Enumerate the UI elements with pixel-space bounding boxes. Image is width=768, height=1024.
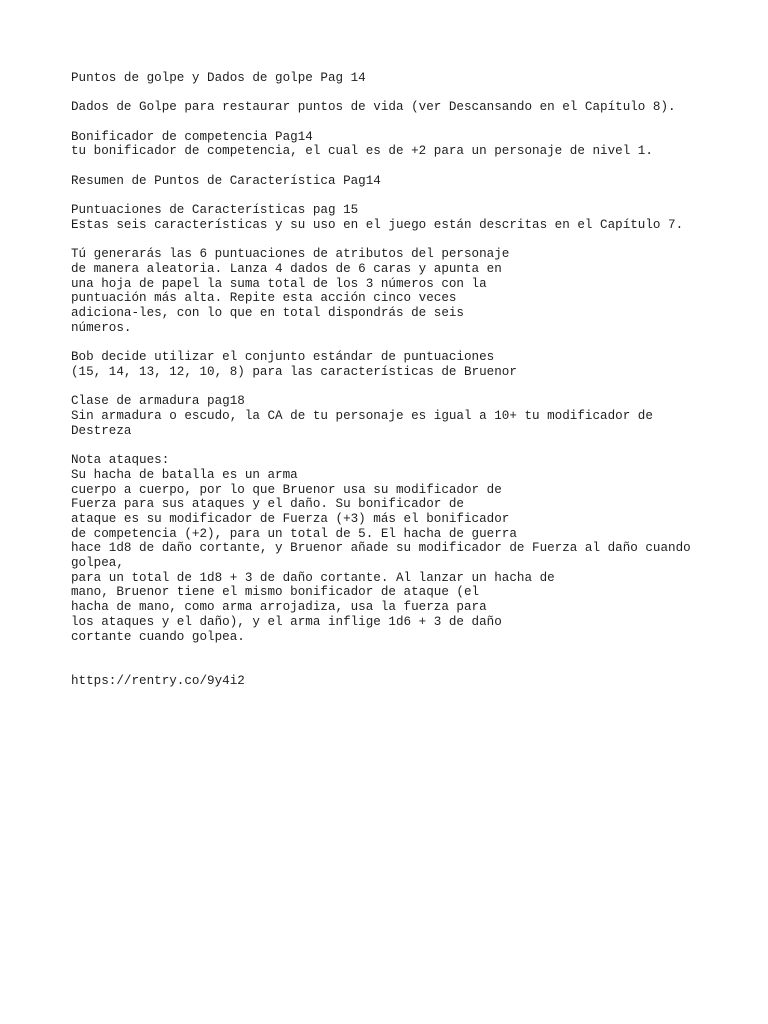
block-bob-decide — [71, 350, 751, 379]
text-line: Fuerza para sus ataques y el daño. Su bonificador de — [71, 497, 464, 512]
text-line: números. — [71, 320, 132, 335]
section-heading: Puntuaciones de Características pag 15 — [71, 203, 359, 218]
text-line: mano, Bruenor tiene el mismo bonificador de ataque (el — [71, 585, 480, 600]
text-line: hacha de mano, como arma arrojadiza, usa la fuerza para — [71, 600, 487, 615]
text-line: Estas seis características y su uso en el juego están descritas en el Capítulo 7. — [71, 217, 684, 232]
text-line: cortante cuando golpea. — [71, 629, 245, 644]
blank-line — [71, 659, 751, 674]
block-nota-ataques — [71, 453, 751, 644]
block-puntuaciones-caracteristicas — [71, 203, 751, 232]
section-heading: Nota ataques: — [71, 453, 170, 468]
text-line: hace 1d8 de daño cortante, y Bruenor añade su modificador de Fuerza al daño cuando — [71, 541, 691, 556]
text-line: adiciona-les, con lo que en total dispondrás de seis — [71, 306, 464, 321]
block-resumen-caracteristica — [71, 174, 751, 189]
text-line: (15, 14, 13, 12, 10, 8) para las características de Bruenor — [71, 364, 517, 379]
block-clase-armadura — [71, 394, 751, 438]
text-line: de competencia (+2), para un total de 5. El hacha de guerra — [71, 526, 517, 541]
text-line: ataque es su modificador de Fuerza (+3) más el bonificador — [71, 511, 510, 526]
section-heading: Bonificador de competencia Pag14 — [71, 129, 313, 144]
block-generar-puntuaciones — [71, 247, 751, 335]
text-line: los ataques y el daño), y el arma inflige 1d6 + 3 de daño — [71, 614, 502, 629]
text-line: de manera aleatoria. Lanza 4 dados de 6 caras y apunta en — [71, 262, 502, 277]
block-bonificador-competencia — [71, 130, 751, 159]
url-text: https://rentry.co/9y4i2 — [71, 673, 245, 688]
text-line: puntuación más alta. Repite esta acción cinco veces — [71, 291, 457, 306]
text-line: Tú generarás las 6 puntuaciones de atributos del personaje — [71, 247, 510, 262]
section-heading: Resumen de Puntos de Característica Pag14 — [71, 173, 381, 188]
text-line: Puntos de golpe y Dados de golpe Pag 14 — [71, 71, 366, 85]
block-puntos-de-golpe — [71, 71, 751, 86]
text-line: Destreza — [71, 423, 132, 438]
text-line: cuerpo a cuerpo, por lo que Bruenor usa su modificador de — [71, 482, 502, 497]
text-line: Sin armadura o escudo, la CA de tu personaje es igual a 10+ tu modificador de — [71, 409, 653, 424]
text-line: tu bonificador de competencia, el cual es de +2 para un personaje de nivel 1. — [71, 144, 653, 159]
text-line: una hoja de papel la suma total de los 3 números con la — [71, 276, 487, 291]
text-line: golpea, — [71, 556, 124, 571]
text-line: para un total de 1d8 + 3 de daño cortante. Al lanzar un hacha de — [71, 570, 555, 585]
section-heading: Clase de armadura pag18 — [71, 394, 245, 409]
block-dados-de-golpe — [71, 100, 751, 115]
text-line: Su hacha de batalla es un arma — [71, 467, 298, 482]
text-line: Dados de Golpe para restaurar puntos de vida (ver Descansando en el Capítulo 8). — [71, 100, 676, 115]
document-page — [71, 71, 751, 703]
text-line: Bob decide utilizar el conjunto estándar de puntuaciones — [71, 350, 495, 365]
block-link — [71, 674, 751, 689]
